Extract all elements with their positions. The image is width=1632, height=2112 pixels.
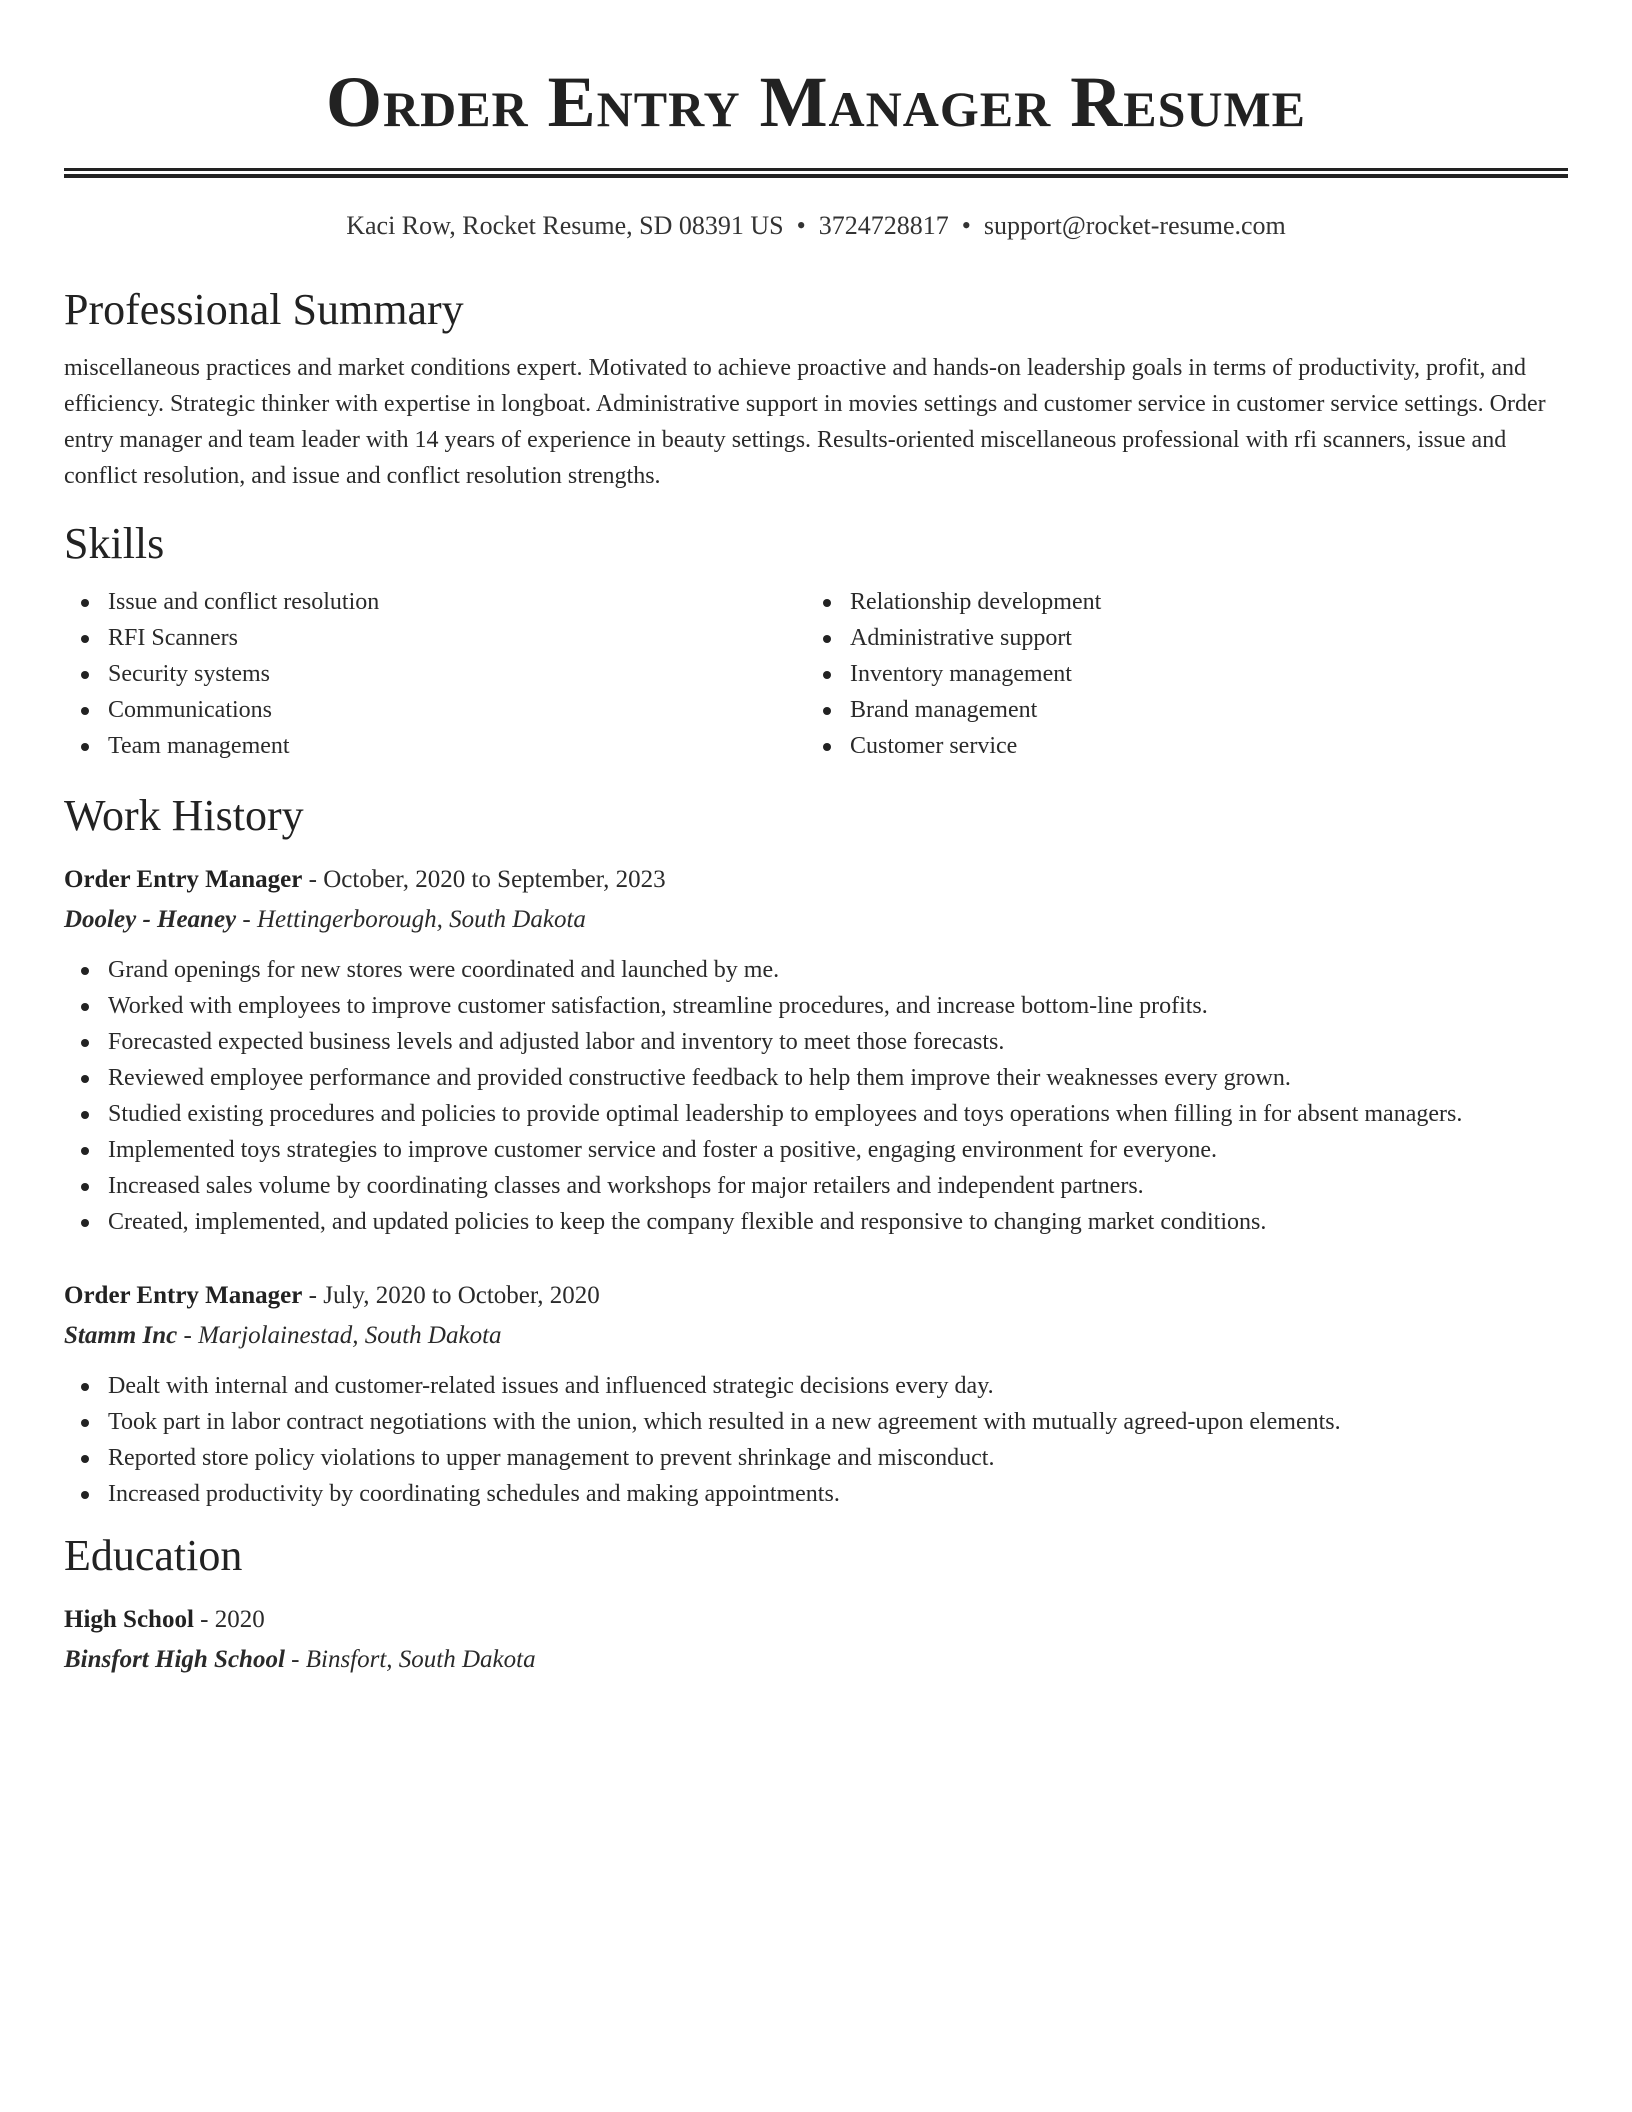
education-entry bbox=[64, 1600, 1568, 1680]
dash: - bbox=[308, 866, 317, 893]
work-history-heading: Work History bbox=[64, 791, 304, 840]
dash: - bbox=[183, 1322, 192, 1349]
job-location: Marjolainestad, South Dakota bbox=[198, 1322, 502, 1349]
employer-name: Stamm Inc bbox=[64, 1322, 178, 1349]
employer-line bbox=[64, 900, 1568, 940]
skill-item: Team management bbox=[64, 728, 806, 764]
job-bullet: Worked with employees to improve customer satisfaction, streamline procedures, and increase bottom-line profits. bbox=[64, 988, 1568, 1024]
job-dates: July, 2020 to October, 2020 bbox=[323, 1282, 600, 1309]
employer-line bbox=[64, 1316, 1568, 1356]
graduation-year: 2020 bbox=[214, 1606, 265, 1633]
skill-item: Inventory management bbox=[806, 656, 1548, 692]
job-dates: October, 2020 to September, 2023 bbox=[323, 866, 666, 893]
skills-list bbox=[64, 584, 1568, 764]
skill-item: Security systems bbox=[64, 656, 806, 692]
job-bullet: Increased sales volume by coordinating classes and workshops for major retailers and independent partners. bbox=[64, 1168, 1568, 1204]
job-bullet: Increased productivity by coordinating schedules and making appointments. bbox=[64, 1476, 1568, 1512]
summary-heading: Professional Summary bbox=[64, 285, 464, 334]
job-location: Hettingerborough, South Dakota bbox=[256, 906, 586, 933]
job-title-line bbox=[64, 860, 1568, 900]
skills-heading: Skills bbox=[64, 519, 165, 568]
contact-separator: • bbox=[796, 211, 806, 240]
job-entry bbox=[64, 860, 1568, 1240]
degree: High School bbox=[64, 1606, 194, 1633]
skill-item: Administrative support bbox=[806, 620, 1548, 656]
job-title: Order Entry Manager bbox=[64, 1282, 303, 1309]
job-bullet: Forecasted expected business levels and adjusted labor and inventory to meet those forecasts. bbox=[64, 1024, 1568, 1060]
contact-separator: • bbox=[961, 211, 971, 240]
job-title-line bbox=[64, 1276, 1568, 1316]
dash: - bbox=[291, 1646, 300, 1673]
job-bullets bbox=[64, 1368, 1568, 1512]
job-bullet: Dealt with internal and customer-related issues and influenced strategic decisions every day. bbox=[64, 1368, 1568, 1404]
resume-title: Order Entry Manager Resume bbox=[325, 62, 1307, 142]
employer-name: Dooley - Heaney bbox=[64, 906, 237, 933]
skill-item: Relationship development bbox=[806, 584, 1548, 620]
dash: - bbox=[242, 906, 251, 933]
summary-text: miscellaneous practices and market conditions expert. Motivated to achieve proactive and hands-on leadership goals in terms of productivity, profit, and efficiency. Strategic thinker with expertise in longboat. Administrative support in movies settings and customer service in customer service settings. Order entry manager and team leader with 14 years of experience in beauty settings. Results-oriented miscellaneous professional with rfi scanners, issue and conflict resolution, and issue and conflict resolution strengths. bbox=[64, 355, 1546, 489]
job-bullet: Created, implemented, and updated policies to keep the company flexible and responsive to changing market conditions. bbox=[64, 1204, 1568, 1240]
job-bullet: Grand openings for new stores were coordinated and launched by me. bbox=[64, 952, 1568, 988]
dash: - bbox=[308, 1282, 317, 1309]
job-entry bbox=[64, 1276, 1568, 1512]
skill-item: Brand management bbox=[806, 692, 1548, 728]
skills-column-right bbox=[806, 584, 1548, 764]
contact-line bbox=[64, 208, 1568, 244]
job-bullet: Implemented toys strategies to improve customer service and foster a positive, engaging environment for everyone. bbox=[64, 1132, 1568, 1168]
education-heading: Education bbox=[64, 1531, 243, 1580]
contact-phone: 3724728817 bbox=[818, 211, 949, 240]
school-line bbox=[64, 1640, 1568, 1680]
job-title: Order Entry Manager bbox=[64, 866, 303, 893]
school-name: Binsfort High School bbox=[64, 1646, 285, 1673]
skill-item: Communications bbox=[64, 692, 806, 728]
job-bullets bbox=[64, 952, 1568, 1240]
skill-item: Customer service bbox=[806, 728, 1548, 764]
school-location: Binsfort, South Dakota bbox=[305, 1646, 536, 1673]
skill-item: Issue and conflict resolution bbox=[64, 584, 806, 620]
job-bullet: Reported store policy violations to upper management to prevent shrinkage and misconduct. bbox=[64, 1440, 1568, 1476]
dash: - bbox=[200, 1606, 209, 1633]
degree-line bbox=[64, 1600, 1568, 1640]
job-bullet: Reviewed employee performance and provided constructive feedback to help them improve their weaknesses every grown. bbox=[64, 1060, 1568, 1096]
contact-email: support@rocket-resume.com bbox=[983, 211, 1286, 240]
job-bullet: Studied existing procedures and policies to provide optimal leadership to employees and toys operations when filling in for absent managers. bbox=[64, 1096, 1568, 1132]
title-double-rule bbox=[64, 168, 1568, 178]
job-bullet: Took part in labor contract negotiations with the union, which resulted in a new agreement with mutually agreed-upon elements. bbox=[64, 1404, 1568, 1440]
skill-item: RFI Scanners bbox=[64, 620, 806, 656]
contact-address: Kaci Row, Rocket Resume, SD 08391 US bbox=[346, 211, 784, 240]
skills-column-left bbox=[64, 584, 806, 764]
